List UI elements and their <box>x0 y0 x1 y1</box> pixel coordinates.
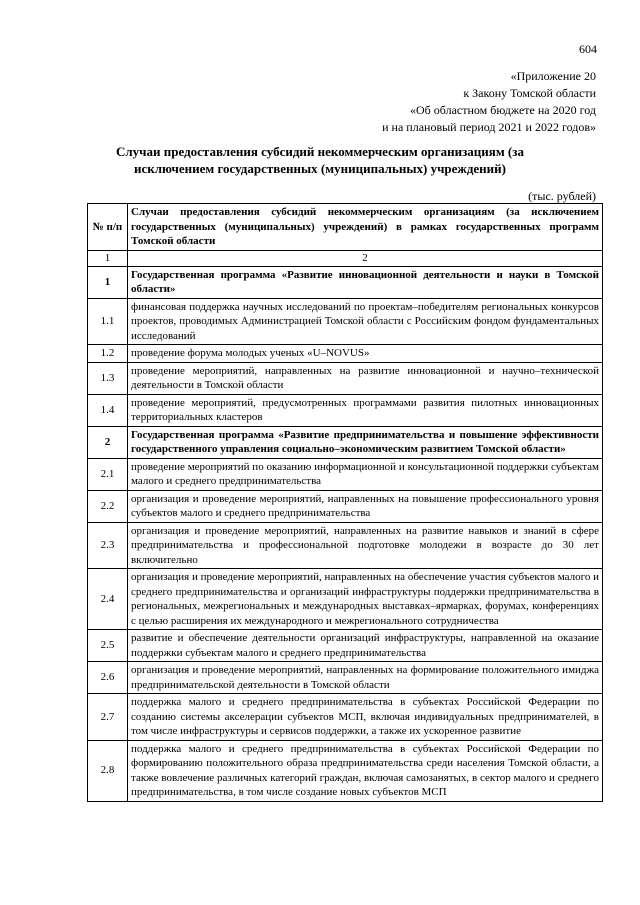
table-row <box>88 694 603 741</box>
index-cell-2: 2 <box>128 250 603 266</box>
table-row <box>88 490 603 522</box>
table-header-row <box>88 204 603 251</box>
document-title <box>100 143 540 177</box>
row-text-cell: развитие и обеспечение деятельности организаций инфраструктуры, направленной на оказание поддержки субъектам малого и среднего предпринимательства <box>128 630 603 662</box>
row-text-cell: организация и проведение мероприятий, направленных на повышение профессионального уровня субъектов малого и среднего предпринимательства <box>128 490 603 522</box>
row-number-cell: 1.1 <box>88 298 128 345</box>
row-number-cell: 2.7 <box>88 694 128 741</box>
table-row <box>88 522 603 569</box>
row-text-cell: проведение мероприятий, предусмотренных программами развития пилотных инновационных территориальных кластеров <box>128 394 603 426</box>
header-number-cell: № п/п <box>88 204 128 251</box>
appendix-line: «Приложение 20 <box>510 69 596 83</box>
row-text-cell: проведение форума молодых ученых «U–NOVUS» <box>128 345 603 363</box>
units-label: (тыс. рублей) <box>528 189 596 203</box>
row-number-cell: 2.2 <box>88 490 128 522</box>
row-text-cell: финансовая поддержка научных исследований по проектам–победителям региональных конкурсов проектов, проводимых Администрацией Томской области с Российским фондом фундаментальных исследований <box>128 298 603 345</box>
row-number-cell: 2.8 <box>88 740 128 801</box>
subsidy-cases-table <box>87 203 603 802</box>
table-row <box>88 630 603 662</box>
row-text-cell: организация и проведение мероприятий, направленных на формирование положительного имиджа предпринимательской деятельности в Томской области <box>128 662 603 694</box>
row-number-cell: 2 <box>88 426 128 458</box>
row-text-cell: проведение мероприятий по оказанию информационной и консультационной поддержки субъектам малого и среднего предпринимательства <box>128 458 603 490</box>
row-text-cell: поддержка малого и среднего предпринимательства в субъектах Российской Федерации по созданию системы акселерации субъектов МСП, включая индивидуальных предпринимателей, в том числе инфраструктуры и сервисов поддержки, а также их ускоренное развитие <box>128 694 603 741</box>
table-row <box>88 662 603 694</box>
table-row <box>88 740 603 801</box>
row-text-cell: поддержка малого и среднего предпринимательства в субъектах Российской Федерации по формированию положительного образа предпринимательства среди населения Томской области, а также вовлечение различных категорий граждан, включая самозанятых, в сектор малого и среднего предпринимательства, в том числе создание новых субъектов МСП <box>128 740 603 801</box>
row-text-cell: проведение мероприятий, направленных на развитие инновационной и научно–технической деятельности в Томской области <box>128 362 603 394</box>
row-text-cell: Государственная программа «Развитие предпринимательства и повышение эффективности государственного управления социально–экономическим развитием Томской области» <box>128 426 603 458</box>
table-row <box>88 298 603 345</box>
row-number-cell: 2.1 <box>88 458 128 490</box>
header-text-cell: Случаи предоставления субсидий некоммерческим организациям (за исключением государственных (муниципальных) учреждений) в рамках государственных программ Томской области <box>128 204 603 251</box>
row-number-cell: 2.6 <box>88 662 128 694</box>
table-row <box>88 345 603 363</box>
appendix-line: к Закону Томской области <box>463 86 596 100</box>
appendix-line: и на плановый период 2021 и 2022 годов» <box>382 120 596 134</box>
row-number-cell: 2.4 <box>88 569 128 630</box>
table-index-row <box>88 250 603 266</box>
appendix-reference <box>382 68 596 136</box>
index-cell-1: 1 <box>88 250 128 266</box>
row-number-cell: 1.4 <box>88 394 128 426</box>
title-line: Случаи предоставления субсидий некоммерческим организациям (за <box>116 144 524 159</box>
table-row <box>88 362 603 394</box>
row-text-cell: организация и проведение мероприятий, направленных на обеспечение участия субъектов малого и среднего предпринимательства и организаций инфраструктуры поддержки предпринимательства в региональных, межрегиональных и международных выставках–ярмарках, форумах, конференциях с целью расширения их международного и межрегионального сотрудничества <box>128 569 603 630</box>
program-row <box>88 266 603 298</box>
row-number-cell: 1.3 <box>88 362 128 394</box>
page-number: 604 <box>579 42 597 56</box>
table-row <box>88 394 603 426</box>
table-row <box>88 458 603 490</box>
row-number-cell: 2.5 <box>88 630 128 662</box>
row-text-cell: Государственная программа «Развитие инновационной деятельности и науки в Томской области» <box>128 266 603 298</box>
table-row <box>88 569 603 630</box>
row-text-cell: организация и проведение мероприятий, направленных на развитие навыков и знаний в сфере предпринимательства и профессиональной подготовке молодежи в возрасте до 30 лет включительно <box>128 522 603 569</box>
appendix-line: «Об областном бюджете на 2020 год <box>410 103 596 117</box>
title-line: исключением государственных (муниципальных) учреждений) <box>134 161 506 176</box>
program-row <box>88 426 603 458</box>
row-number-cell: 1 <box>88 266 128 298</box>
row-number-cell: 1.2 <box>88 345 128 363</box>
row-number-cell: 2.3 <box>88 522 128 569</box>
